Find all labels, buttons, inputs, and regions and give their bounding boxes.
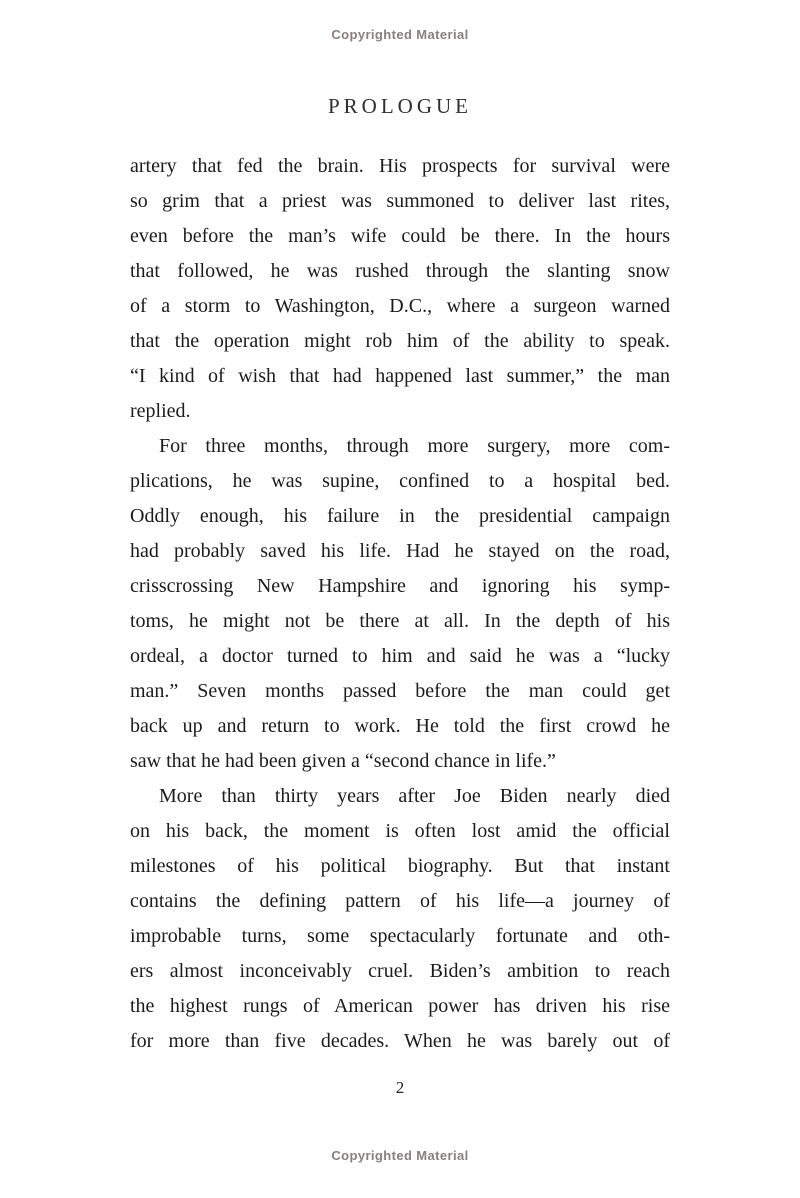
copyright-notice-bottom: Copyrighted Material (331, 1148, 469, 1163)
text-line: the highest rungs of American power has driven his rise (130, 995, 670, 1017)
page-number: 2 (395, 1078, 405, 1097)
paragraph (130, 779, 670, 1059)
text-line: had probably saved his life. Had he stayed on the road, (130, 540, 670, 562)
text-line: Oddly enough, his failure in the presidential campaign (130, 505, 670, 527)
text-line: milestones of his political biography. But that instant (130, 855, 670, 877)
text-line: contains the defining pattern of his life—a journey of (130, 890, 670, 912)
text-line: ers almost inconceivably cruel. Biden’s ambition to reach (130, 960, 670, 982)
text-line: “I kind of wish that had happened last summer,” the man (130, 365, 670, 387)
text-line: ordeal, a doctor turned to him and said he was a “lucky (130, 645, 670, 667)
text-line: toms, he might not be there at all. In the depth of his (130, 610, 670, 632)
text-line: artery that fed the brain. His prospects for survival were (130, 155, 670, 177)
text-line: that the operation might rob him of the ability to speak. (130, 330, 670, 352)
text-line: crisscrossing New Hampshire and ignoring his symp- (130, 575, 670, 597)
text-line: on his back, the moment is often lost amid the official (130, 820, 670, 842)
text-line: even before the man’s wife could be there. In the hours (130, 225, 670, 247)
text-line: of a storm to Washington, D.C., where a surgeon warned (130, 295, 670, 317)
text-line: plications, he was supine, confined to a hospital bed. (130, 470, 670, 492)
text-line: for more than five decades. When he was barely out of (130, 1030, 670, 1052)
copyright-notice-top: Copyrighted Material (331, 27, 469, 42)
text-line: that followed, he was rushed through the slanting snow (130, 260, 670, 282)
text-line: saw that he had been given a “second chance in life.” (130, 750, 556, 772)
text-line: so grim that a priest was summoned to deliver last rites, (130, 190, 670, 212)
paragraph (130, 429, 670, 779)
body-text (130, 149, 670, 1059)
text-line: More than thirty years after Joe Biden nearly died (159, 785, 670, 807)
chapter-heading: PROLOGUE (327, 94, 472, 118)
text-line: improbable turns, some spectacularly fortunate and oth- (130, 925, 670, 947)
text-line: back up and return to work. He told the first crowd he (130, 715, 670, 737)
paragraph (130, 149, 670, 429)
text-line: replied. (130, 400, 191, 422)
text-line: man.” Seven months passed before the man could get (130, 680, 670, 702)
text-line: For three months, through more surgery, more com- (159, 435, 670, 457)
